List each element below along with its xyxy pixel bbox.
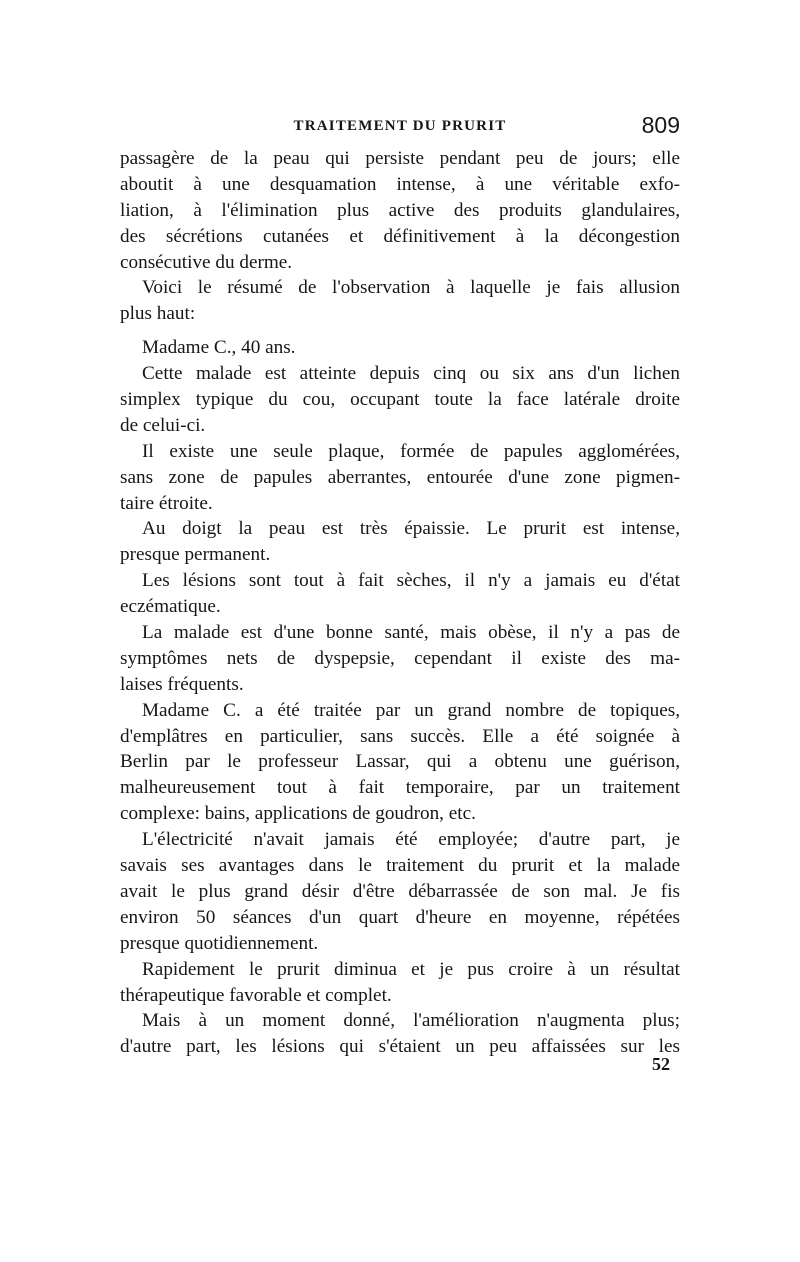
text-line: malheureusement tout à fait temporaire, par un traitement xyxy=(120,777,680,799)
signature-mark: 52 xyxy=(652,1054,670,1074)
text-line: simplex typique du cou, occupant toute la face latérale droite xyxy=(120,389,680,411)
text-line: avait le plus grand désir d'être débarrassée de son mal. Je fis xyxy=(120,880,680,902)
text-line: Madame C. a été traitée par un grand nombre de topiques, xyxy=(142,699,680,721)
text-line: Mais à un moment donné, l'amélioration n'augmenta plus; xyxy=(142,1010,680,1032)
running-header xyxy=(120,112,680,142)
page-number: 809 xyxy=(641,112,680,138)
text-line: L'électricité n'avait jamais été employée; d'autre part, je xyxy=(142,829,680,851)
text-line: environ 50 séances d'un quart d'heure en moyenne, répétées xyxy=(120,906,680,928)
running-title: TRAITEMENT DU PRURIT xyxy=(293,118,507,134)
text-line: presque quotidiennement. xyxy=(120,932,319,954)
text-line: laises fréquents. xyxy=(120,673,244,695)
text-line: consécutive du derme. xyxy=(120,251,293,273)
text-line: aboutit à une desquamation intense, à une véritable exfo- xyxy=(120,173,680,195)
paragraph-spacer xyxy=(120,327,680,335)
text-line: liation, à l'élimination plus active des produits glandulaires, xyxy=(120,199,680,221)
text-line: La malade est d'une bonne santé, mais obèse, il n'y a pas de xyxy=(142,622,680,644)
text-line: symptômes nets de dyspepsie, cependant il existe des ma- xyxy=(120,647,680,669)
text-line: eczématique. xyxy=(120,596,221,618)
text-line: complexe: bains, applications de goudron, etc. xyxy=(120,803,476,825)
text-line: Madame C., 40 ans. xyxy=(142,337,296,359)
text-line: plus haut: xyxy=(120,303,196,325)
text-line: de celui-ci. xyxy=(120,414,206,436)
text-line: passagère de la peau qui persiste pendant peu de jours; elle xyxy=(120,148,680,169)
body-text xyxy=(120,146,680,1060)
text-line: Voici le résumé de l'observation à laquelle je fais allusion xyxy=(142,277,680,299)
text-line: d'emplâtres en particulier, sans succès. Elle a été soignée à xyxy=(120,725,680,747)
text-line: taire étroite. xyxy=(120,492,213,514)
text-line: Au doigt la peau est très épaissie. Le prurit est intense, xyxy=(142,518,680,540)
text-line: Les lésions sont tout à fait sèches, il n'y a jamais eu d'état xyxy=(142,570,680,592)
text-line: Il existe une seule plaque, formée de papules agglomérées, xyxy=(142,440,680,462)
text-line: des sécrétions cutanées et définitivement à la décongestion xyxy=(120,225,680,247)
text-line: Berlin par le professeur Lassar, qui a obtenu une guérison, xyxy=(120,751,680,773)
text-line: presque permanent. xyxy=(120,544,271,566)
text-line: sans zone de papules aberrantes, entourée d'une zone pigmen- xyxy=(120,466,680,488)
text-line: thérapeutique favorable et complet. xyxy=(120,984,392,1006)
text-line: d'autre part, les lésions qui s'étaient un peu affaissées sur les xyxy=(120,1036,680,1058)
text-line: Cette malade est atteinte depuis cinq ou six ans d'un lichen xyxy=(142,363,680,385)
text-line: savais ses avantages dans le traitement du prurit et la malade xyxy=(120,855,680,877)
text-line: Rapidement le prurit diminua et je pus croire à un résultat xyxy=(142,958,680,980)
